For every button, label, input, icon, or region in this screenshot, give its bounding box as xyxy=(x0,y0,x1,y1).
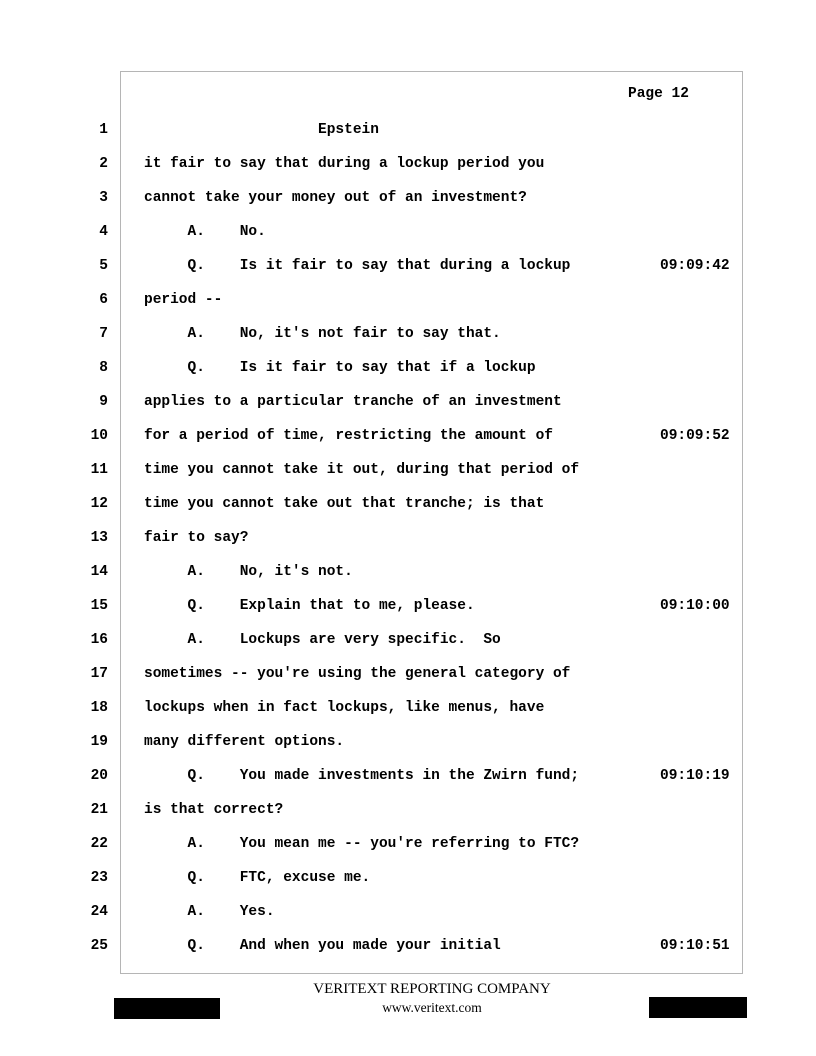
line-text: Q. Explain that to me, please. xyxy=(144,598,475,614)
line-text: time you cannot take it out, during that period of xyxy=(144,462,580,478)
transcript-line xyxy=(0,764,816,788)
line-number: 11 xyxy=(90,462,108,478)
line-timestamp: 09:10:51 xyxy=(660,938,730,954)
transcript-line xyxy=(0,424,816,448)
transcript-line xyxy=(0,220,816,244)
line-text: fair to say? xyxy=(144,530,249,546)
transcript-line xyxy=(0,390,816,414)
line-text: Q. FTC, excuse me. xyxy=(144,870,371,886)
line-number: 8 xyxy=(99,360,108,376)
line-number: 21 xyxy=(90,802,108,818)
transcript-line xyxy=(0,934,816,958)
transcript-line xyxy=(0,152,816,176)
line-text: lockups when in fact lockups, like menus, have xyxy=(144,700,545,716)
line-text: Q. Is it fair to say that if a lockup xyxy=(144,360,536,376)
transcript-line xyxy=(0,662,816,686)
transcript-line xyxy=(0,832,816,856)
line-timestamp: 09:10:19 xyxy=(660,768,730,784)
line-timestamp: 09:09:52 xyxy=(660,428,730,444)
line-number: 13 xyxy=(90,530,108,546)
redaction-bar-left xyxy=(114,998,220,1019)
line-number: 25 xyxy=(90,938,108,954)
line-text: Q. And when you made your initial xyxy=(144,938,501,954)
line-text: applies to a particular tranche of an investment xyxy=(144,394,562,410)
line-text: is that correct? xyxy=(144,802,284,818)
transcript-line xyxy=(0,730,816,754)
line-number: 14 xyxy=(90,564,108,580)
line-text: A. No. xyxy=(144,224,266,240)
line-text: Q. You made investments in the Zwirn fund; xyxy=(144,768,580,784)
transcript-line xyxy=(0,560,816,584)
line-text: sometimes -- you're using the general category of xyxy=(144,666,571,682)
footer-company-name: VERITEXT REPORTING COMPANY xyxy=(313,981,551,997)
line-text: it fair to say that during a lockup period you xyxy=(144,156,545,172)
transcript-line xyxy=(0,458,816,482)
transcript-line xyxy=(0,628,816,652)
line-text: many different options. xyxy=(144,734,345,750)
line-number: 23 xyxy=(90,870,108,886)
line-number: 15 xyxy=(90,598,108,614)
line-number: 22 xyxy=(90,836,108,852)
transcript-line xyxy=(0,526,816,550)
line-text: A. Lockups are very specific. So xyxy=(144,632,501,648)
line-number: 12 xyxy=(90,496,108,512)
line-text: A. You mean me -- you're referring to FTC? xyxy=(144,836,580,852)
transcript-line xyxy=(0,696,816,720)
line-timestamp: 09:10:00 xyxy=(660,598,730,614)
line-number: 6 xyxy=(99,292,108,308)
line-text: Q. Is it fair to say that during a lockup xyxy=(144,258,571,274)
line-number: 5 xyxy=(99,258,108,274)
line-number: 16 xyxy=(90,632,108,648)
line-number: 9 xyxy=(99,394,108,410)
line-text: for a period of time, restricting the amount of xyxy=(144,428,553,444)
transcript-line xyxy=(0,254,816,278)
line-number: 19 xyxy=(90,734,108,750)
line-number: 24 xyxy=(90,904,108,920)
line-text: A. Yes. xyxy=(144,904,275,920)
line-text: cannot take your money out of an investment? xyxy=(144,190,527,206)
transcript-line xyxy=(0,492,816,516)
line-text: Epstein xyxy=(144,122,379,138)
line-number: 18 xyxy=(90,700,108,716)
line-text: time you cannot take out that tranche; is that xyxy=(144,496,545,512)
line-number: 10 xyxy=(90,428,108,444)
line-number: 1 xyxy=(99,122,108,138)
line-number: 3 xyxy=(99,190,108,206)
transcript-line xyxy=(0,866,816,890)
transcript-line xyxy=(0,900,816,924)
transcript-line xyxy=(0,798,816,822)
redaction-bar-right xyxy=(649,997,747,1018)
line-text: period -- xyxy=(144,292,223,308)
page-number: Page 12 xyxy=(628,86,689,102)
transcript-line xyxy=(0,356,816,380)
line-text: A. No, it's not fair to say that. xyxy=(144,326,501,342)
line-text: A. No, it's not. xyxy=(144,564,353,580)
line-number: 17 xyxy=(90,666,108,682)
transcript-line xyxy=(0,322,816,346)
line-number: 20 xyxy=(90,768,108,784)
transcript-line xyxy=(0,288,816,312)
line-timestamp: 09:09:42 xyxy=(660,258,730,274)
line-number: 2 xyxy=(99,156,108,172)
line-number: 7 xyxy=(99,326,108,342)
transcript-line xyxy=(0,118,816,142)
transcript-line xyxy=(0,594,816,618)
transcript-line xyxy=(0,186,816,210)
footer-website: www.veritext.com xyxy=(382,1000,482,1015)
line-number: 4 xyxy=(99,224,108,240)
